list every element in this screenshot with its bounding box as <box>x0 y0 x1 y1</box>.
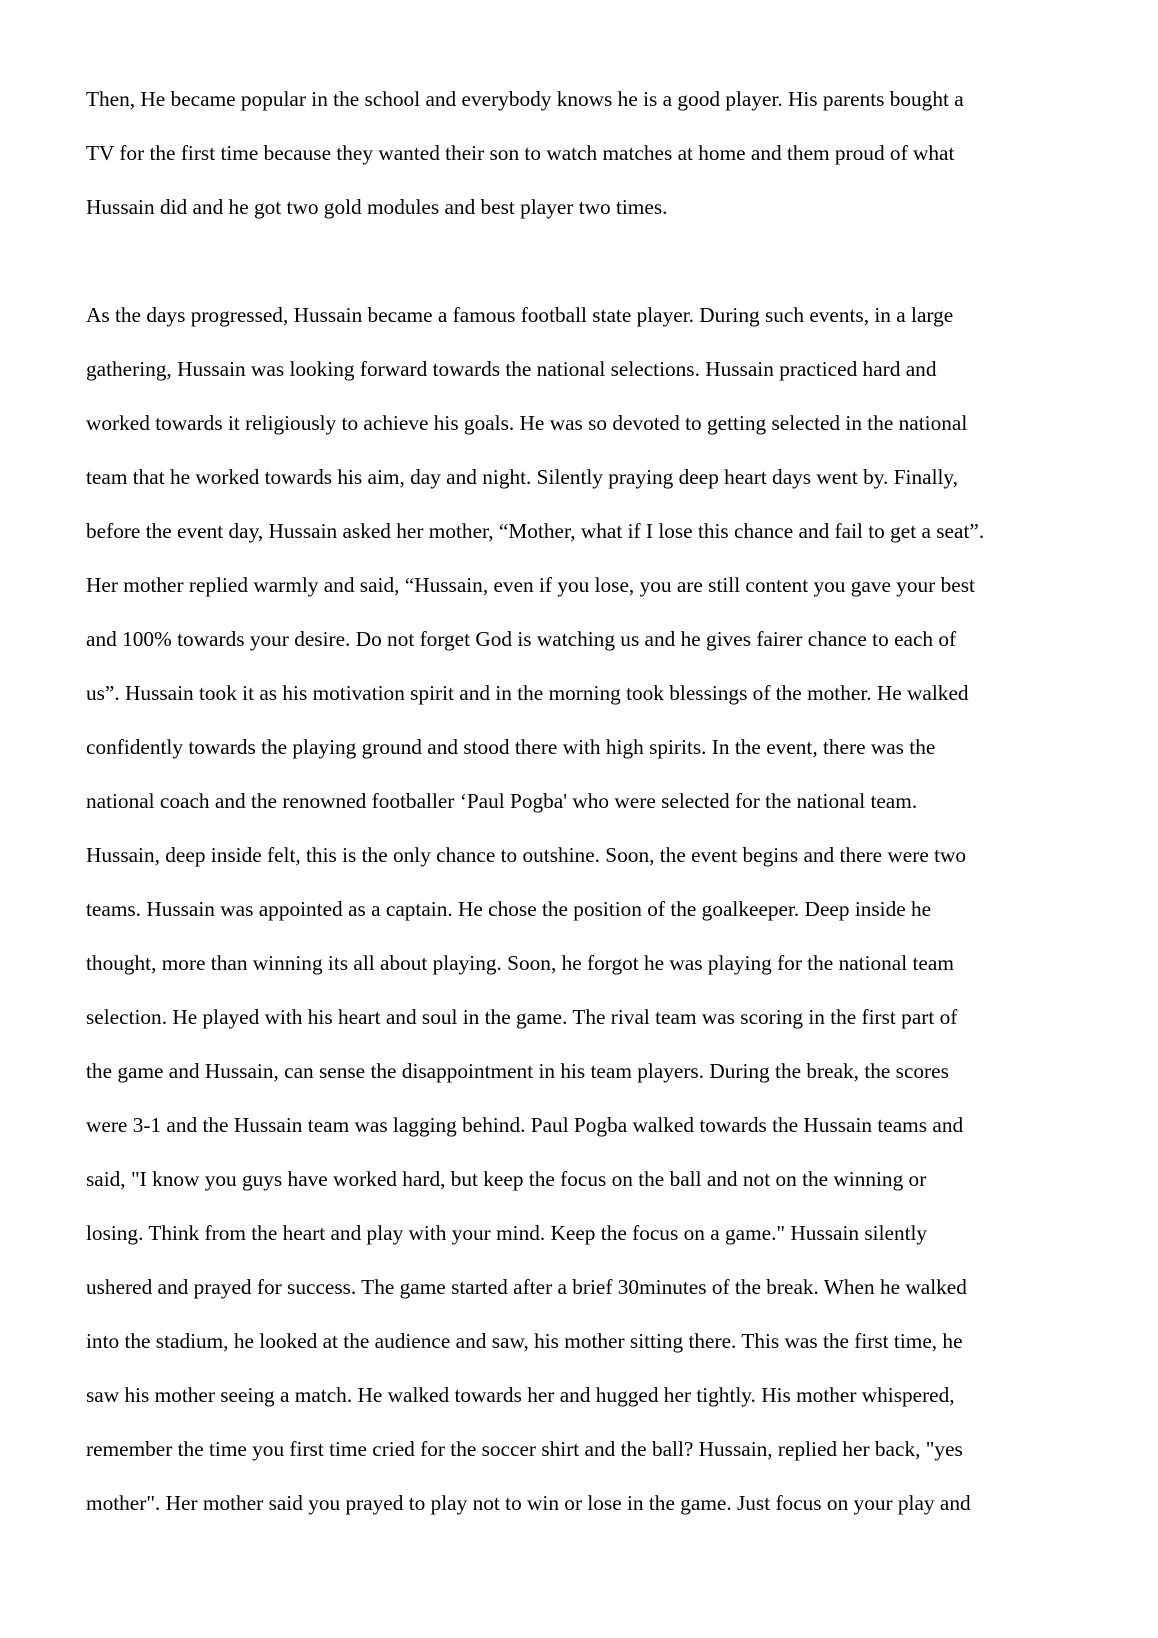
paragraph-1: Then, He became popular in the school and everybody knows he is a good player. His parents bought a TV for the first time because they wanted their son to watch matches at home and them proud of what Hussain did and he got two gold modules and best player two times. <box>86 87 964 219</box>
document-page <box>86 72 1079 1530</box>
paragraph-2: As the days progressed, Hussain became a famous football state player. During such events, in a large gathering, Hussain was looking forward towards the national selections. Hussain practiced hard and worked towards it religiously to achieve his goals. He was so devoted to getting selected in the national team that he worked towards his aim, day and night. Silently praying deep heart days went by. Finally, before the event day, Hussain asked her mother, “Mother, what if I lose this chance and fail to get a seat”. Her mother replied warmly and said, “Hussain, even if you lose, you are still content you gave your best and 100% towards your desire. Do not forget God is watching us and he gives fairer chance to each of us”. Hussain took it as his motivation spirit and in the morning took blessings of the mother. He walked confidently towards the playing ground and stood there with high spirits. In the event, there was the national coach and the renowned footballer ‘Paul Pogba' who were selected for the national team. Hussain, deep inside felt, this is the only chance to outshine. Soon, the event begins and there were two teams. Hussain was appointed as a captain. He chose the position of the goalkeeper. Deep inside he thought, more than winning its all about playing. Soon, he forgot he was playing for the national team selection. He played with his heart and soul in the game. The rival team was scoring in the first part of the game and Hussain, can sense the disappointment in his team players. During the break, the scores were 3-1 and the Hussain team was lagging behind. Paul Pogba walked towards the Hussain teams and said, "I know you guys have worked hard, but keep the focus on the ball and not on the winning or losing. Think from the heart and play with your mind. Keep the focus on a game." Hussain silently ushered and prayed for success. The game started after a brief 30minutes of the break. When he walked into the stadium, he looked at the audience and saw, his mother sitting there. This was the first time, he saw his mother seeing a match. He walked towards her and hugged her tightly. His mother whispered, remember the time you first time cried for the soccer shirt and the ball? Hussain, replied her back, "yes mother". Her mother said you prayed to play not to win or lose in the game. Just focus on your play and <box>86 303 985 1515</box>
